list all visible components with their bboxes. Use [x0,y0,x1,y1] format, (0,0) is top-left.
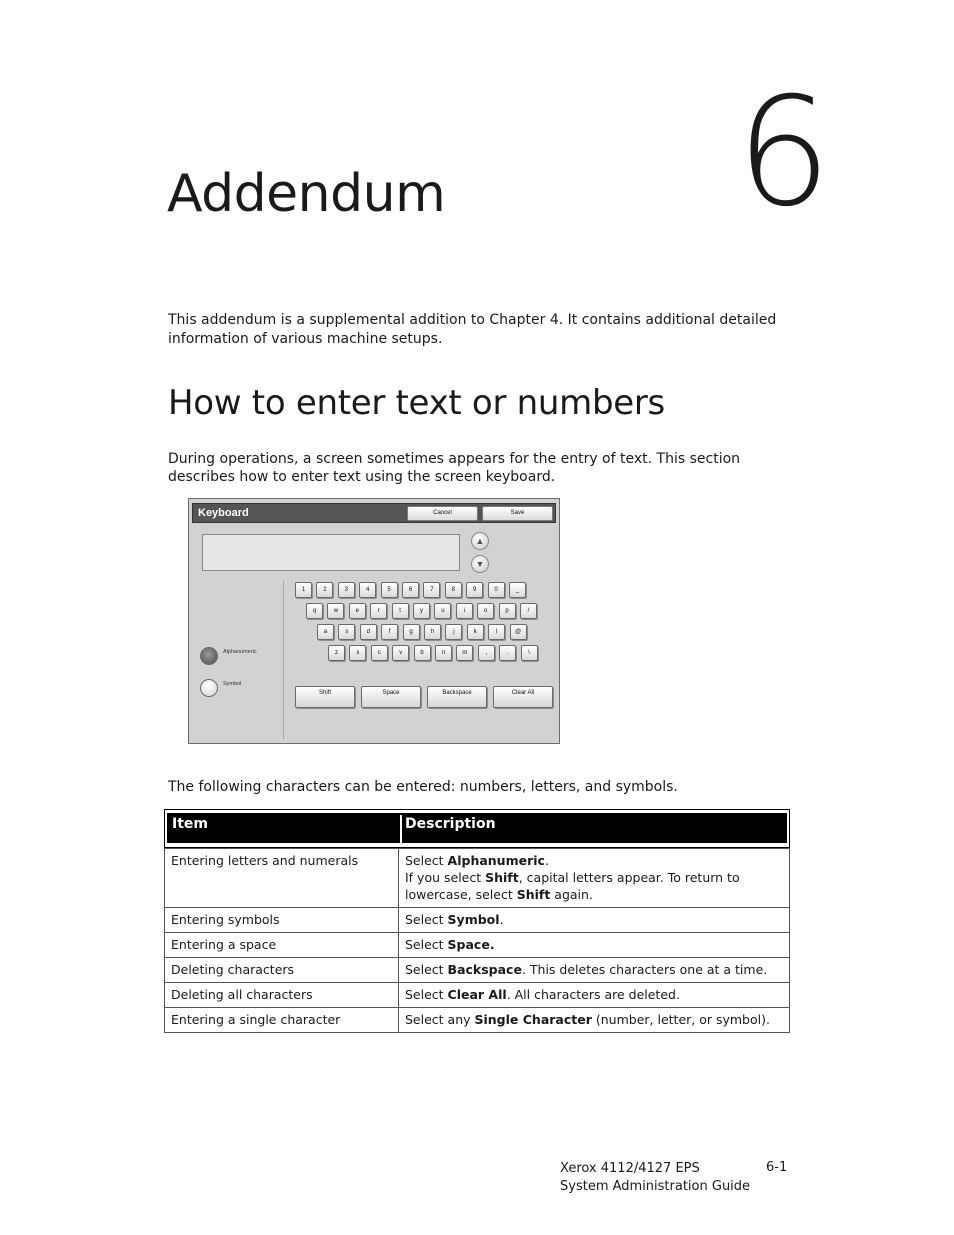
key[interactable]: g [403,624,420,640]
key[interactable]: b [414,645,431,661]
characters-table [164,809,790,1033]
description-cell [399,908,790,933]
key[interactable]: k [467,624,484,640]
item-cell: Entering letters and numerals [165,849,399,908]
description-line [405,911,783,928]
description-text: . [544,853,549,868]
description-cell [399,1008,790,1033]
item-cell: Deleting characters [165,958,399,983]
ui-term: Shift [516,887,551,902]
symbol-label: Symbol [223,681,242,687]
key[interactable]: . [499,645,516,661]
description-line [405,852,783,869]
key[interactable]: x [349,645,366,661]
description-text: Select [405,853,448,868]
key[interactable]: a [317,624,334,640]
alphanumeric-label: Alphanumeric [223,649,257,655]
key[interactable]: o [477,603,494,619]
backspace-button[interactable]: Backspace [427,686,487,708]
scroll-down-icon[interactable]: ▼ [471,555,489,573]
description-text: Select any [405,1012,475,1027]
description-line [405,936,783,953]
key[interactable]: t [392,603,409,619]
ui-term: Shift [485,870,519,885]
description-text: Select [405,937,448,952]
description-text: . All characters are deleted. [506,987,680,1002]
key[interactable]: 8 [445,582,462,598]
key[interactable]: 6 [402,582,419,598]
section-title: How to enter text or numbers [168,383,665,423]
key[interactable]: 3 [338,582,355,598]
keyboard-screenshot [188,498,560,744]
description-line [405,961,783,978]
footer [560,1160,750,1196]
key[interactable]: / [520,603,537,619]
keyboard-title: Keyboard [198,507,249,519]
save-button[interactable]: Save [482,506,553,521]
key[interactable]: n [435,645,452,661]
ui-term: Symbol [447,912,500,927]
description-line [405,986,783,1003]
space-button[interactable]: Space [361,686,421,708]
description-text: Select [405,912,448,927]
item-cell: Deleting all characters [165,983,399,1008]
description-text: (number, letter, or symbol). [591,1012,770,1027]
table-body [164,848,790,1033]
key[interactable]: d [360,624,377,640]
table-row [165,933,790,958]
characters-text: The following characters can be entered: numbers, letters, and symbols. [168,779,678,795]
key[interactable]: w [327,603,344,619]
item-cell: Entering a single character [165,1008,399,1033]
key[interactable]: m [456,645,473,661]
table-row [165,908,790,933]
cancel-button[interactable]: Cancel [407,506,478,521]
table-row [165,958,790,983]
key[interactable]: u [434,603,451,619]
key[interactable]: c [371,645,388,661]
table-row [165,1008,790,1033]
key[interactable]: 7 [423,582,440,598]
table-header [164,809,790,848]
alphanumeric-radio[interactable] [200,647,218,665]
key[interactable]: r [370,603,387,619]
key[interactable]: s [338,624,355,640]
footer-guide: System Administration Guide [560,1179,751,1194]
ui-term: Clear All [447,987,507,1002]
key[interactable]: l [488,624,505,640]
key[interactable]: q [306,603,323,619]
key[interactable]: _ [509,582,526,598]
shift-button[interactable]: Shift [295,686,355,708]
description-text: . This deletes characters one at a time. [521,962,768,977]
key[interactable]: e [349,603,366,619]
symbol-radio[interactable] [200,679,218,697]
header-description: Description [405,816,496,832]
key[interactable]: \ [521,645,538,661]
key[interactable]: 0 [488,582,505,598]
keyboard-divider [283,581,284,739]
chapter-number: 6 [736,66,832,240]
key[interactable]: 5 [381,582,398,598]
key[interactable]: y [413,603,430,619]
description-cell [399,933,790,958]
ui-term: Alphanumeric [447,853,545,868]
key[interactable]: , [478,645,495,661]
description-text: , capital letters appear. To return to lowercase, select [405,870,740,902]
key[interactable]: 9 [466,582,483,598]
description-line [405,869,783,903]
key[interactable]: h [424,624,441,640]
key[interactable]: 2 [316,582,333,598]
key[interactable]: j [445,624,462,640]
chapter-title: Addendum [167,164,446,224]
chapter-intro: This addendum is a supplemental addition to Chapter 4. It contains additional detailed information of various machine setups. [168,312,777,347]
description-text: Select [405,962,448,977]
description-text: again. [550,887,593,902]
description-cell [399,958,790,983]
clear-all-button[interactable]: Clear All [493,686,553,708]
description-text: If you select [405,870,486,885]
ui-term: Single Character [474,1012,592,1027]
ui-term: Backspace [447,962,522,977]
footer-product: Xerox 4112/4127 EPS [560,1161,700,1176]
item-cell: Entering symbols [165,908,399,933]
key[interactable]: z [328,645,345,661]
key[interactable]: i [456,603,473,619]
table-row [165,849,790,908]
header-item: Item [172,816,208,832]
description-text: . [499,912,504,927]
scroll-up-icon[interactable]: ▲ [471,532,489,550]
text-entry-field[interactable] [202,534,460,571]
table-row [165,983,790,1008]
key[interactable]: @ [510,624,527,640]
key[interactable]: v [392,645,409,661]
item-cell: Entering a space [165,933,399,958]
key[interactable]: p [499,603,516,619]
key[interactable]: 1 [295,582,312,598]
description-cell [399,983,790,1008]
section-text: During operations, a screen sometimes appears for the entry of text. This section describes how to enter text using the screen keyboard. [168,451,741,485]
description-line [405,1011,783,1028]
key[interactable]: f [381,624,398,640]
description-cell [399,849,790,908]
description-text: Select [405,987,448,1002]
page-number: 6-1 [766,1160,788,1175]
keyboard-title-bar [192,503,556,523]
ui-term: Space. [447,937,495,952]
key[interactable]: 4 [359,582,376,598]
